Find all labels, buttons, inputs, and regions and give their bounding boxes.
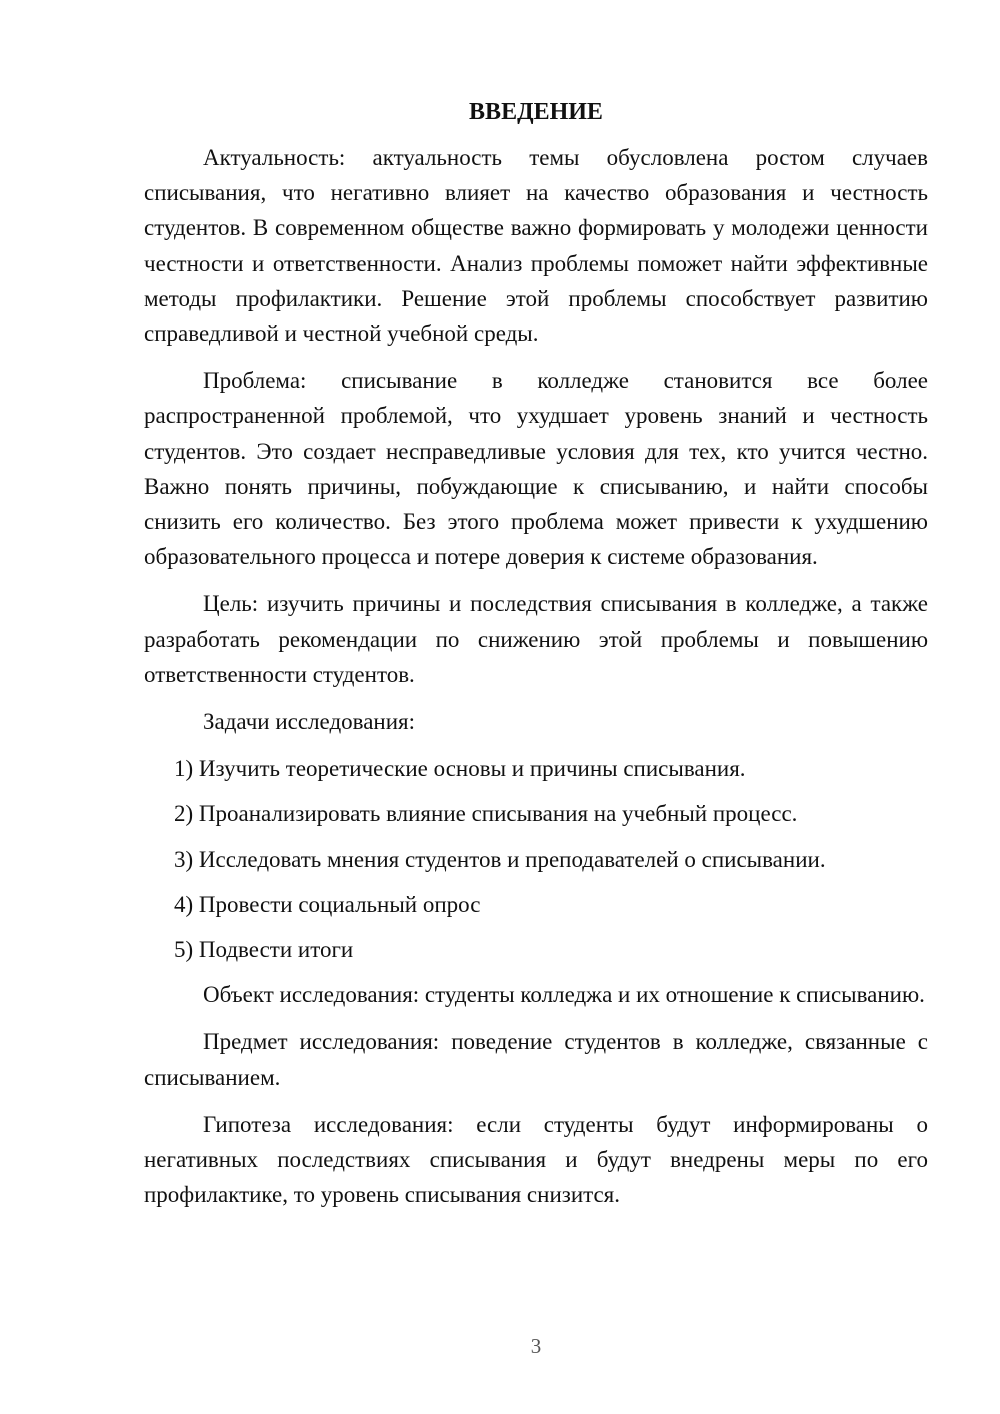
task-item-3: 3) Исследовать мнения студентов и преподавателей о списывании. [174,846,826,872]
page-number: 3 [530,1334,542,1358]
tasks-heading: Задачи исследования: [203,709,416,735]
task-item-2: 2) Проанализировать влияние списывания на учебный процесс. [174,801,798,827]
relevance-paragraph: Актуальность: актуальность темы обусловлена ростом случаев списывания, что негативно влияет на качество образования и честность студентов. В современном обществе важно формировать у молодежи ценности честности и ответственности. Анализ проблемы поможет найти эффективные методы профилактики. Решение этой проблемы способствует развитию справедливой и честной учебной среды. [144,145,928,347]
problem-paragraph: Проблема: списывание в колледже становится все более распространенной проблемой, что ухудшает уровень знаний и честность студентов. Это создает несправедливые условия для тех, кто учится честно. Важно понять причины, побуждающие к списыванию, и найти способы снизить его количество. Без этого проблема может привести к ухудшению образовательного процесса и потере доверия к системе образования. [144,368,928,570]
subject-paragraph: Предмет исследования: поведение студентов в колледже, связанные с списыванием. [144,1029,928,1090]
goal-paragraph: Цель: изучить причины и последствия списывания в колледже, а также разработать рекомендации по снижению этой проблемы и повышению ответственности студентов. [144,591,928,687]
task-item-4: 4) Провести социальный опрос [174,891,481,917]
task-item-5: 5) Подвести итоги [174,937,354,963]
section-title: ВВЕДЕНИЕ [469,99,603,125]
page-content [144,98,928,1224]
task-item-1: 1) Изучить теоретические основы и причины списывания. [174,756,746,782]
hypothesis-paragraph: Гипотеза исследования: если студенты будут информированы о негативных последствиях списывания и будут внедрены меры по его профилактике, то уровень списывания снизится. [144,1111,928,1208]
object-paragraph: Объект исследования: студенты колледжа и их отношение к списыванию. [203,982,925,1008]
